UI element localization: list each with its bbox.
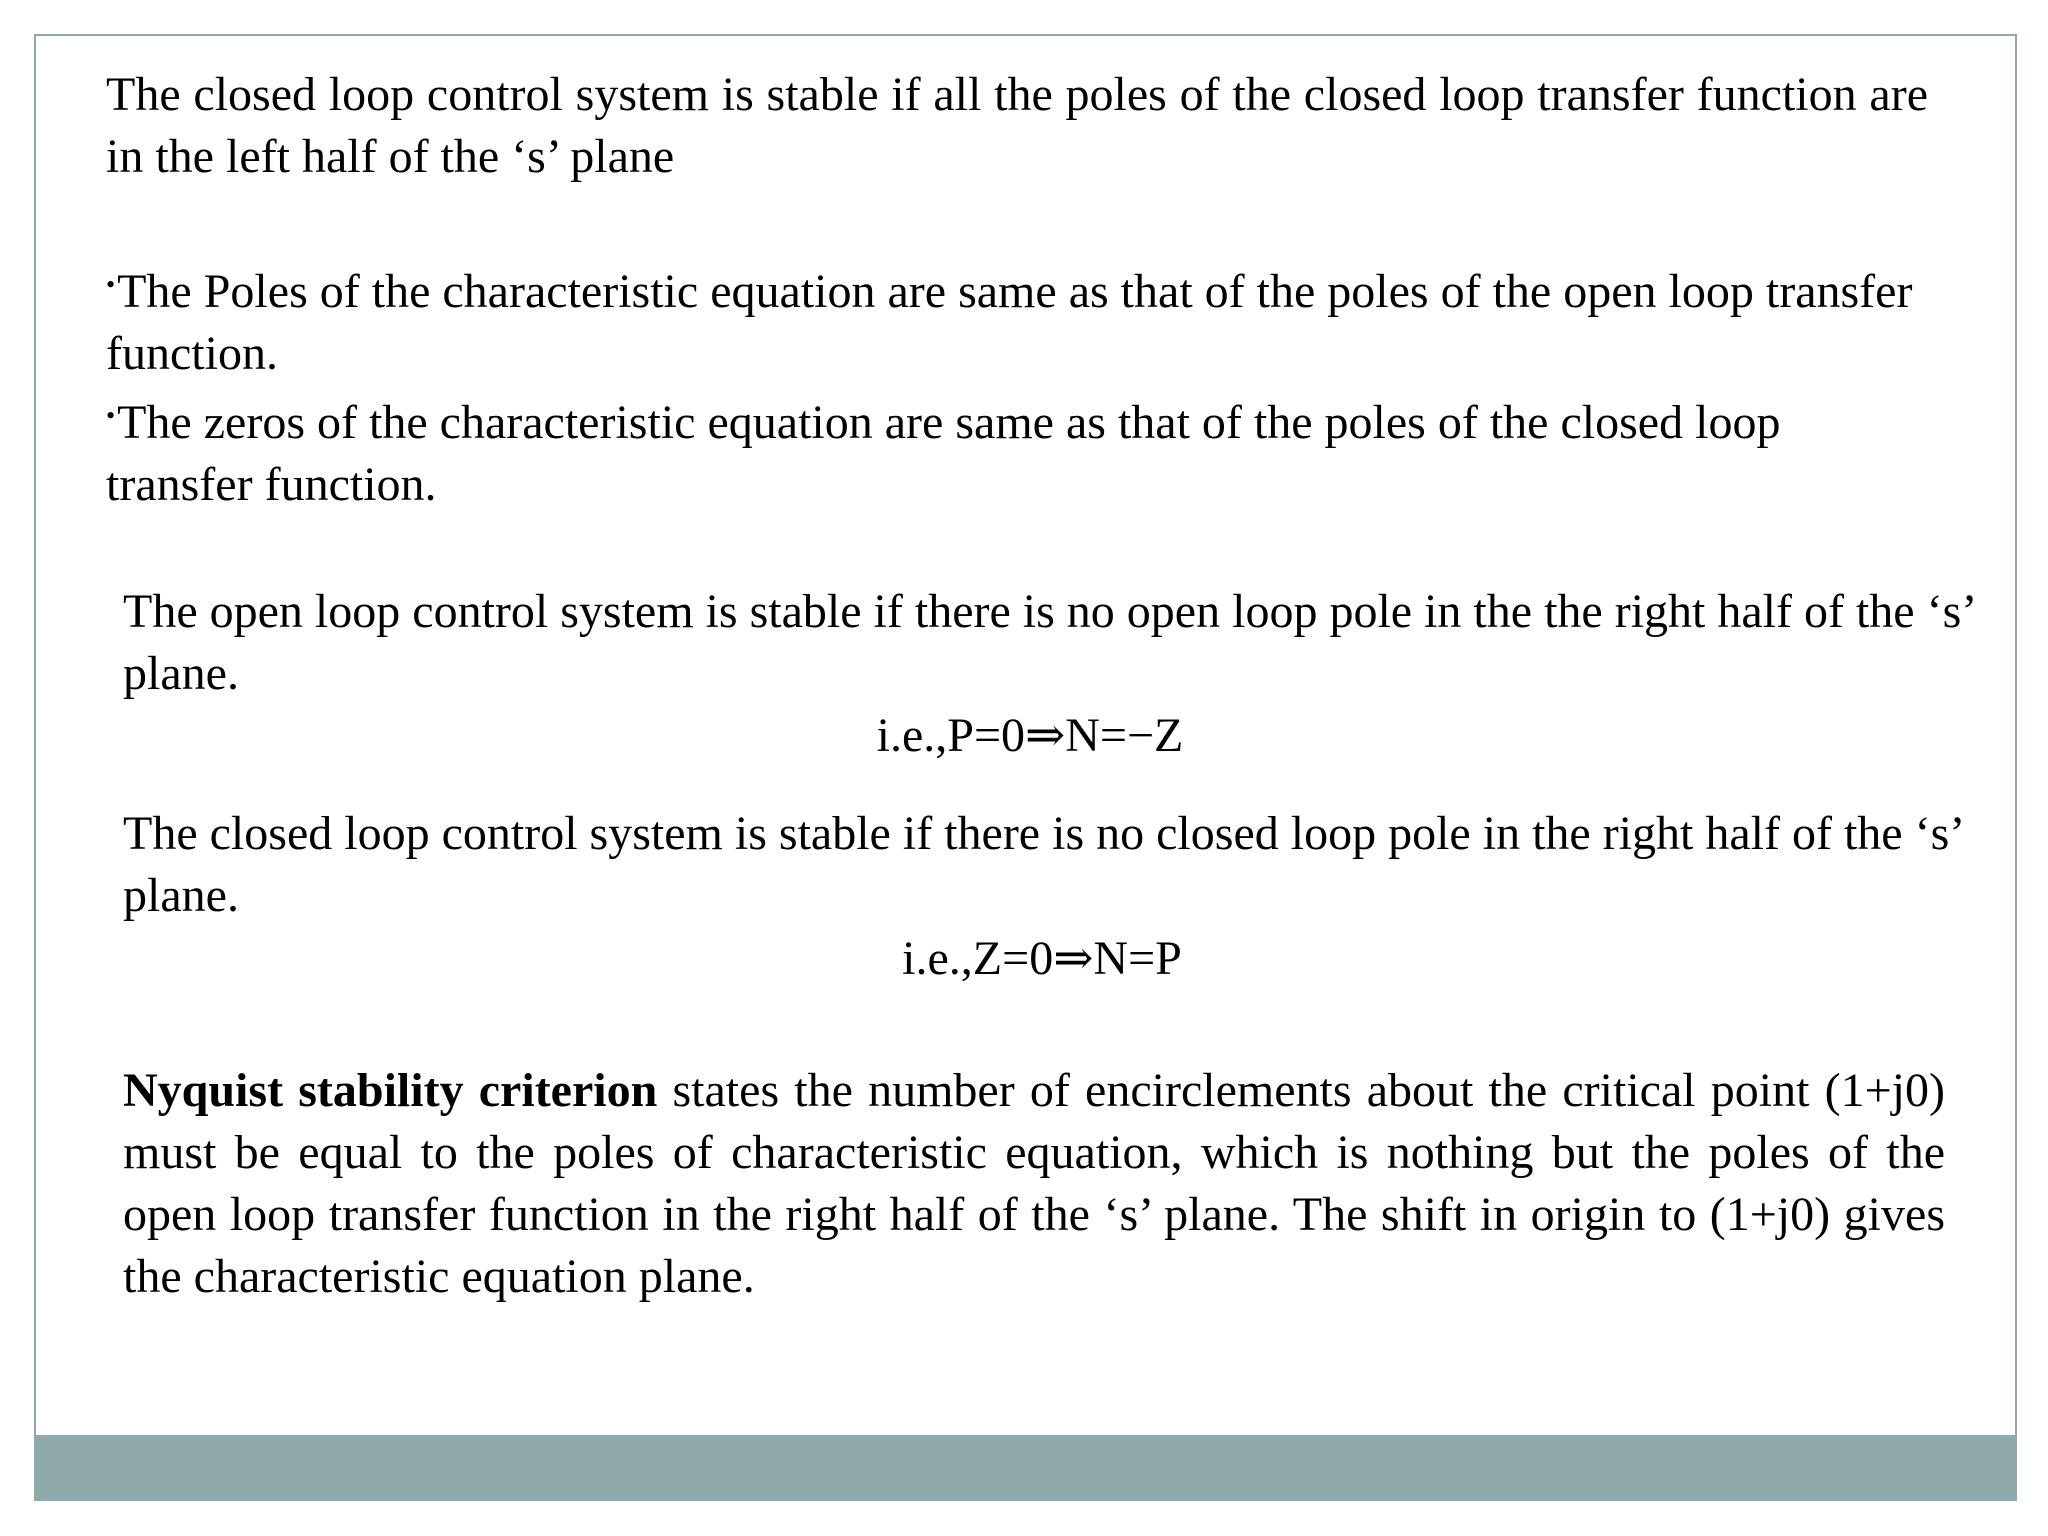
nyquist-criterion-paragraph [123, 1060, 1945, 1308]
bullet-icon: • [106, 270, 116, 299]
nyquist-term: Nyquist stability criterion [123, 1064, 658, 1117]
footer-band [34, 1435, 2017, 1501]
nyquist-description: states the number of encirclements about the critical point (1+j0) must be equal to the poles of characteristic equation, which is nothing but the poles of the open loop transfer function in the right half of the ‘s’ plane. The shift in origin to (1+j0) gives the characteristic equation plane. [123, 1064, 1945, 1303]
bullet-item-zeros [106, 385, 1928, 516]
bullet-icon: • [106, 401, 116, 430]
closed-loop-pole-paragraph: The closed loop control system is stable if there is no closed loop pole in the right half of the ‘s’ plane. [123, 807, 1962, 922]
closed-loop-stability-paragraph: The closed loop control system is stable if all the poles of the closed loop transfer function are in the left half of the ‘s’ plane [106, 68, 1928, 183]
bullet-text-zeros: The zeros of the characteristic equation are same as that of the poles of the closed loop transfer function. [106, 396, 1781, 511]
open-loop-equation: i.e.,P=0⇒N=−Z [876, 709, 1184, 762]
open-loop-stability-paragraph: The open loop control system is stable if there is no open loop pole in the the right half of the ‘s’ plane. [123, 585, 1974, 700]
bullet-item-poles [106, 254, 1928, 385]
characteristic-equation-bullets [106, 254, 1928, 516]
closed-loop-equation: i.e.,Z=0⇒N=P [902, 932, 1182, 985]
bullet-text-poles: The Poles of the characteristic equation are same as that of the poles of the open loop transfer function. [106, 265, 1913, 380]
